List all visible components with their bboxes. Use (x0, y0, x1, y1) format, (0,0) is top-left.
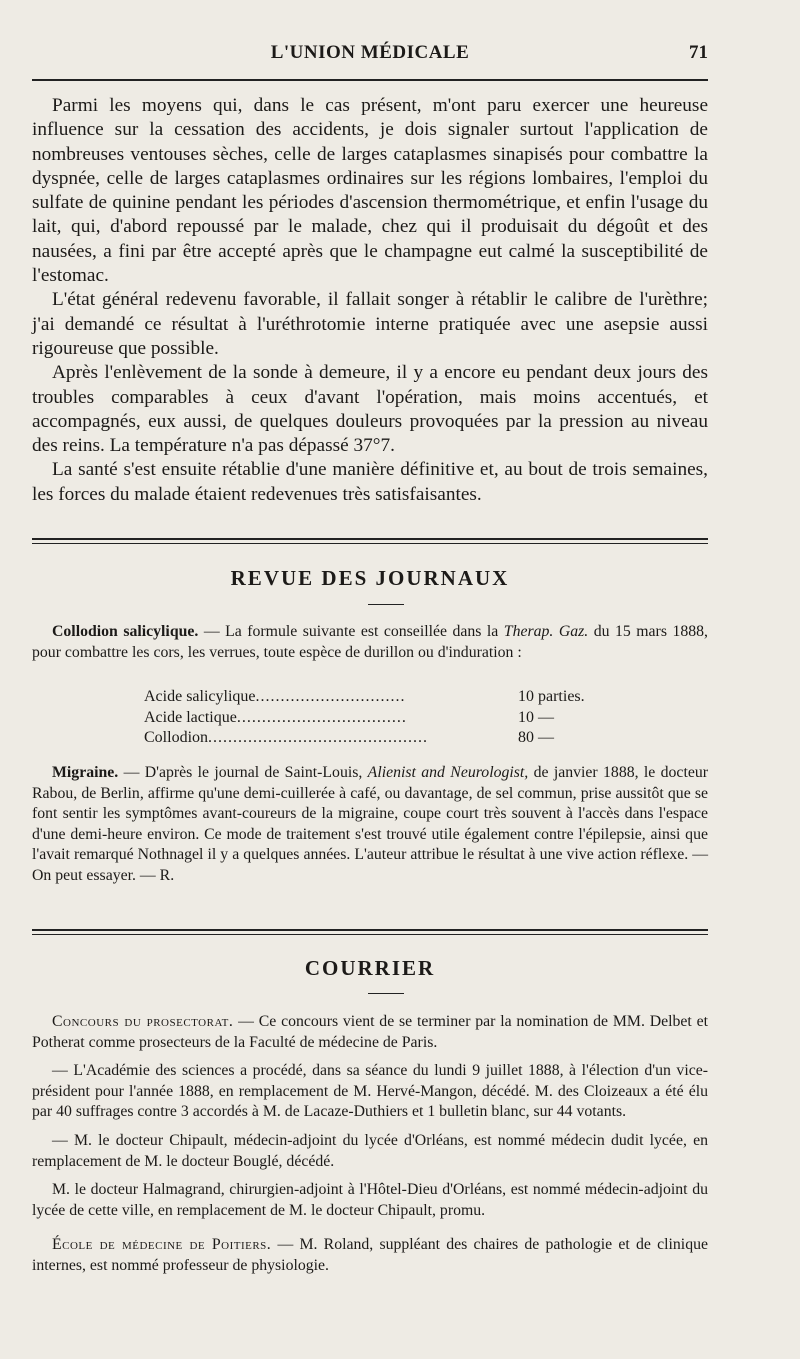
header-rule (32, 79, 708, 81)
running-title: L'UNION MÉDICALE (270, 42, 470, 63)
leader-dots: ............................................ (208, 729, 429, 746)
section-rule (32, 538, 708, 540)
ecole-text: — M. Roland, suppléant des chaires de pathologie et de clinique internes, est nommé professeur de physiologie. (32, 1236, 708, 1274)
section-rule (32, 934, 708, 935)
leader-dots: .............................. (255, 688, 406, 705)
journal-name: Alienist and Neurologist, (367, 764, 529, 781)
courrier-title: COURRIER (304, 956, 436, 980)
page-number: 71 (689, 42, 708, 63)
news-item: — L'Académie des sciences a procédé, dans sa séance du lundi 9 juillet 1888, à l'élection d'un vice-président pour l'année 1888, en remplacement de M. Hervé-Mangon, décédé. M. des Cloizeaux a été élu par 40 suffrages contre 3 accordés à M. de Lacaze-Duthiers et 1 bulletin blanc, sur 44 votants. (32, 1062, 708, 1121)
ingredient-name: Collodion (144, 729, 209, 746)
revue-title: REVUE DES JOURNAUX (230, 566, 510, 590)
title-underline (368, 993, 404, 994)
section-rule (32, 929, 708, 931)
section-rule (32, 543, 708, 544)
collodion-entry (32, 622, 708, 663)
paragraph: Parmi les moyens qui, dans le cas présent, m'ont paru exercer une heureuse influence sur la cessation des accidents, je dois signaler surtout l'application de nombreuses ventouses sèches, celle de larges cataplasmes sinapisés pour combattre la dyspnée, celle de larges cataplasmes ordinaires sur les régions lombaires, l'emploi du sulfate de quinine pendant les périodes d'ascension thermométrique, et enfin l'usage du lait, qui, d'abord repoussé par le malade, chez qui il produisait du dégoût et des nausées, a fini par être accepté après que le champagne eut calmé la susceptibilité de l'estomac. (32, 95, 708, 287)
page-header (32, 42, 708, 76)
ecole-heading: École de médecine de Poitiers. (52, 1236, 272, 1254)
courrier-body (32, 1012, 708, 1277)
recipe-row (144, 728, 604, 749)
ingredient-name: Acide lactique (144, 708, 237, 726)
migraine-text: de janvier 1888, le docteur Rabou, de Berlin, affirme qu'une demi-cuillerée à café, ou davantage, de sel commun, prise aussitôt que se font sentir les symptômes avant-coureurs de la migraine, coupe court très souvent à l'accès dans l'espace d'une demi-heure environ. Ce mode de traitement s'est trouvé utile également contre l'épilepsie, ainsi que l'avait remarqué Nothnagel il y a quelques années. L'auteur attribue le résultat à une vive action réflexe. — On peut essayer. — R. (32, 764, 708, 884)
collodion-text: — La formule suivante est conseillée dans la (198, 623, 504, 640)
concours-heading: Concours du prosectorat. (52, 1013, 234, 1030)
recipe-row (144, 708, 604, 729)
migraine-text: — D'après le journal de Saint-Louis, (118, 764, 368, 781)
paragraph: Après l'enlèvement de la sonde à demeure, il y a encore eu pendant deux jours des troubles comparables à ceux d'avant l'opération, mais moins accentués, et accompagnés, eux aussi, de quelques douleurs provoquées par la pression au niveau des reins. La température n'a pas dépassé 37°7. (32, 362, 708, 457)
migraine-heading: Migraine. (52, 764, 119, 781)
migraine-entry (32, 763, 708, 887)
ingredient-name: Acide salicylique (144, 688, 256, 705)
collodion-text: du 15 mars 1888, pour combattre les cors, les verrues, toute espèce de durillon ou d'induration : (32, 623, 708, 661)
recipe-table (144, 687, 604, 749)
news-item: — M. le docteur Chipault, médecin-adjoint du lycée d'Orléans, est nommé médecin dudit lycée, en remplacement de M. le docteur Bouglé, décédé. (32, 1131, 708, 1170)
ingredient-quantity: 10 — (518, 708, 554, 726)
concours-text: — Ce concours vient de se terminer par la nomination de MM. Delbet et Potherat comme prosecteurs de la Faculté de médecine de Paris. (32, 1013, 709, 1051)
ingredient-quantity: 10 parties. (518, 688, 585, 705)
article-body (32, 94, 708, 507)
recipe-row (144, 687, 604, 708)
journal-name: Therap. Gaz. (503, 623, 589, 640)
paragraph: L'état général redevenu favorable, il fallait songer à rétablir le calibre de l'urèthre; j'ai demandé ce résultat à l'uréthrotomie interne pratiquée avec une asepsie aussi rigoureuse que possible. (32, 289, 708, 359)
ingredient-quantity: 80 — (518, 729, 554, 746)
paragraph: La santé s'est ensuite rétablie d'une manière définitive et, au bout de trois semaines, les forces du malade étaient redevenues très satisfaisantes. (32, 459, 708, 505)
title-underline (368, 604, 404, 605)
leader-dots: .................................. (236, 708, 407, 726)
news-item: M. le docteur Halmagrand, chirurgien-adjoint à l'Hôtel-Dieu d'Orléans, est nommé médecin-adjoint du lycée de cette ville, en remplacement de M. le docteur Chipault, promu. (32, 1181, 708, 1219)
collodion-heading: Collodion salicylique. (52, 623, 199, 640)
